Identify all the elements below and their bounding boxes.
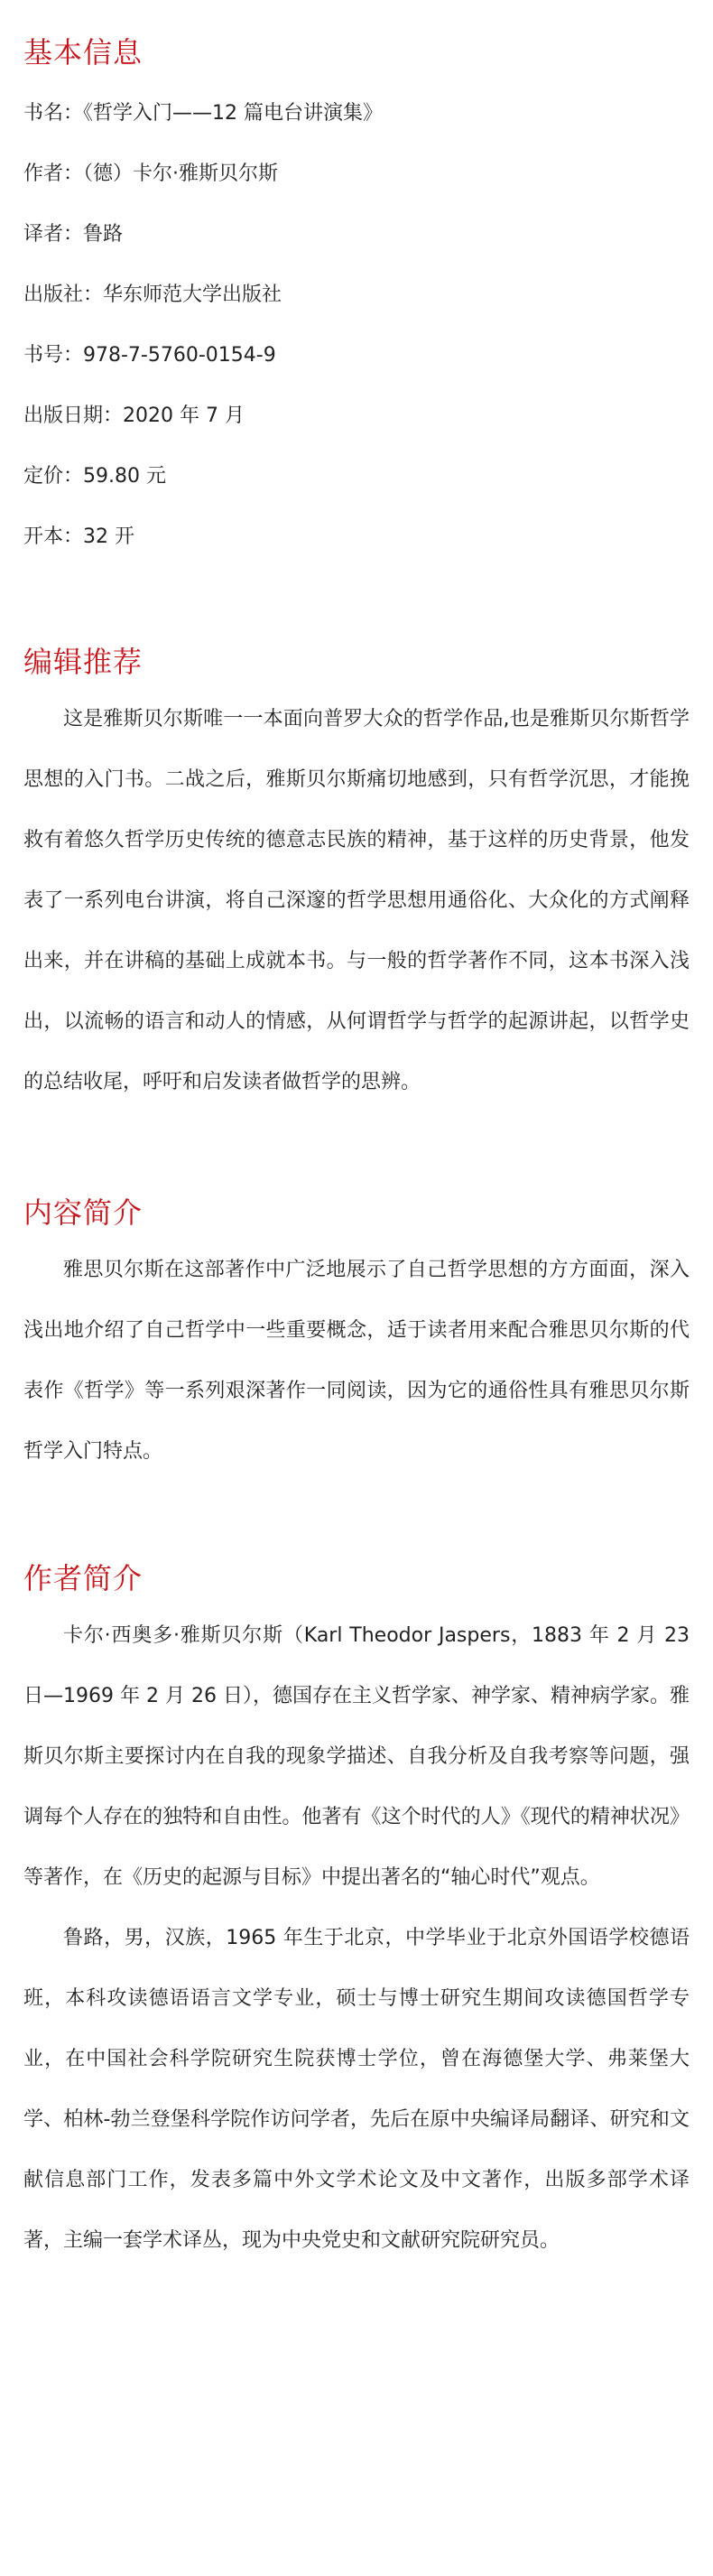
publish-date-row: 出版日期：2020 年 7 月	[23, 405, 245, 427]
editor-recommendation-section	[23, 644, 690, 1112]
publisher-row: 出版社：华东师范大学出版社	[23, 284, 282, 306]
basic-info-section	[23, 34, 690, 584]
author-row: 作者：（德）卡尔·雅斯贝尔斯	[23, 163, 278, 185]
translator-bio-paragraph: 鲁路，男，汉族，1965 年生于北京，中学毕业于北京外国语学校德语班，本科攻读德语语言文学专业，硕士与博士研究生期间攻读德国哲学专业，在中国社会科学院研究生院获博士学位，曾在海德堡大学、弗莱堡大学、柏林-勃兰登堡科学院作访问学者，先后在原中央编译局翻译、研究和文献信息部门工作，发表多篇中外文学术论文及中文著作，出版多部学术译著，主编一套学术译丛，现为中央党史和文献研究院研究员。	[23, 1927, 690, 2252]
basic-info-list	[23, 100, 690, 584]
content-summary-section	[23, 1195, 690, 1482]
content-summary-heading: 内容简介	[23, 1195, 144, 1230]
content-summary-body	[23, 1240, 690, 1482]
title-row: 书名：《哲学入门——12 篇电台讲演集》	[23, 102, 383, 125]
author-intro-body	[23, 1605, 690, 2271]
content-summary-paragraph: 雅思贝尔斯在这部著作中广泛地展示了自己哲学思想的方方面面，深入浅出地介绍了自己哲学中一些重要概念，适于读者用来配合雅思贝尔斯的代表作《哲学》等一系列艰深著作一同阅读，因为它的通俗性具有雅思贝尔斯哲学入门特点。	[23, 1259, 690, 1463]
editor-recommendation-heading: 编辑推荐	[23, 645, 144, 679]
editor-recommendation-body	[23, 689, 690, 1112]
basic-info-heading: 基本信息	[23, 35, 144, 70]
author-bio-paragraph: 卡尔·西奥多·雅斯贝尔斯（Karl Theodor Jaspers，1883 年 2 月 23 日—1969 年 2 月 26 日），德国存在主义哲学家、神学家、精神病学家。雅斯贝尔斯主要探讨内在自我的现象学描述、自我分析及自我考察等问题，强调每个人存在的独特和自由性。他著有《这个时代的人》《现代的精神状况》等著作，在《历史的起源与目标》中提出著名的“轴心时代”观点。	[23, 1624, 690, 1889]
author-intro-heading: 作者简介	[23, 1561, 144, 1595]
editor-recommendation-paragraph: 这是雅斯贝尔斯唯一一本面向普罗大众的哲学作品,也是雅斯贝尔斯哲学思想的入门书。二战之后，雅斯贝尔斯痛切地感到，只有哲学沉思，才能挽救有着悠久哲学历史传统的德意志民族的精神，基于这样的历史背景，他发表了一系列电台讲演，将自己深邃的哲学思想用通俗化、大众化的方式阐释出来，并在讲稿的基础上成就本书。与一般的哲学著作不同，这本书深入浅出，以流畅的语言和动人的情感，从何谓哲学与哲学的起源讲起，以哲学史的总结收尾，呼吁和启发读者做哲学的思辨。	[23, 708, 690, 1093]
format-row: 开本：32 开	[23, 525, 134, 548]
price-row: 定价：59.80 元	[23, 465, 166, 488]
isbn-row: 书号：978-7-5760-0154-9	[23, 344, 276, 367]
author-intro-section	[23, 1560, 690, 2271]
translator-row: 译者：鲁路	[23, 223, 124, 246]
